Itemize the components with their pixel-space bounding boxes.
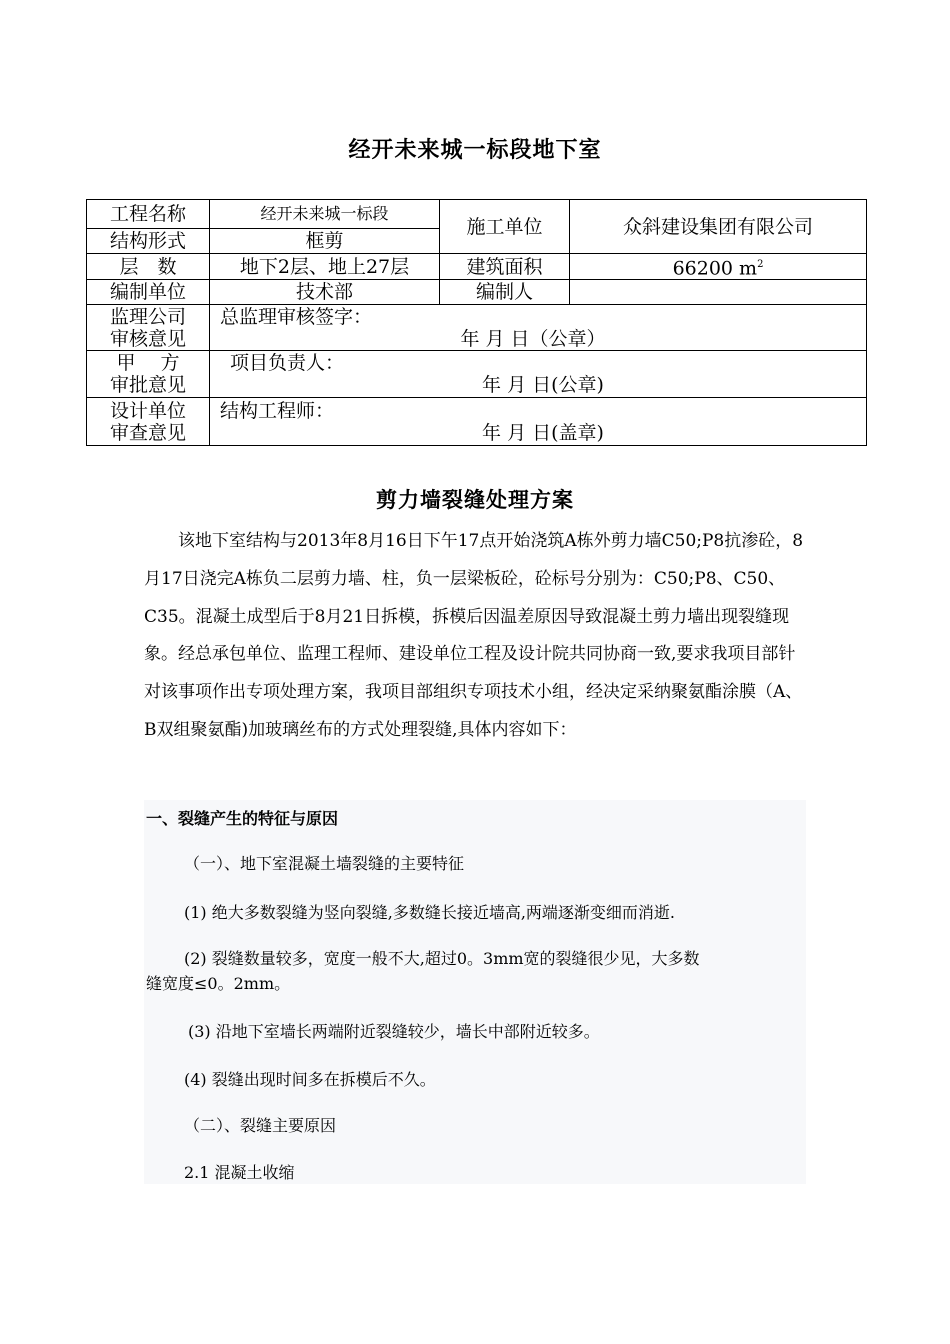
supervision-date-seal: 年 月 日（公章） [460, 327, 606, 350]
value-structure-type: 框剪 [210, 229, 440, 254]
design-signature-cell [210, 398, 867, 446]
subheading-main-causes: （二）、裂缝主要原因 [184, 1116, 337, 1135]
label-owner-approval [87, 351, 210, 398]
label-supervision-line1: 监理公司 [109, 305, 186, 328]
value-project-name: 经开未来城一标段 [210, 200, 440, 229]
feature-item-4: (4) 裂缝出现时间多在拆模后不久。 [184, 1070, 436, 1089]
feature-item-1: (1) 绝大多数裂缝为竖向裂缝,多数缝长接近墙高,两端逐渐变细而消逝. [184, 903, 676, 922]
label-design-review [87, 398, 210, 446]
supervision-signature-cell [210, 305, 867, 351]
area-unit-superscript: 2 [757, 259, 764, 270]
project-info-table [86, 199, 867, 446]
label-design-line1: 设计单位 [109, 399, 186, 422]
document-title: 经开未来城一标段地下室 [348, 138, 602, 163]
value-building-area: 66200 m [672, 257, 758, 280]
label-building-area: 建筑面积 [440, 254, 570, 280]
label-compiling-unit: 编制单位 [87, 280, 210, 305]
design-sign-prompt: 结构工程师： [220, 399, 335, 422]
label-structure-type: 结构形式 [87, 229, 210, 254]
value-compiler [570, 280, 867, 305]
design-date-seal: 年 月 日(盖章) [482, 421, 604, 444]
cause-item-shrinkage: 2.1 混凝土收缩 [184, 1163, 295, 1182]
section-title: 剪力墙裂缝处理方案 [376, 488, 574, 512]
value-compiling-unit: 技术部 [210, 280, 440, 305]
label-compiler: 编制人 [440, 280, 570, 305]
owner-signature-cell [210, 351, 867, 398]
value-floors: 地下2层、地上27层 [210, 254, 440, 280]
intro-paragraph [144, 523, 812, 750]
value-contractor: 众斜建设集团有限公司 [570, 200, 867, 254]
intro-text: 该地下室结构与2013年8月16日下午17点开始浇筑A栋外剪力墙C50;P8抗渗砼，8月17日浇完A栋负二层剪力墙、柱，负一层梁板砼，砼标号分别为：C50;P8、C50、C35。混凝土成型后于8月21日拆模，拆模后因温差原因导致混凝土剪力墙出现裂缝现象。经总承包单位、监理工程师、建设单位工程及设计院共同协商一致,要求我项目部针对该事项作出专项处理方案，我项目部组织专项技术小组，经决定采纳聚氨酯涂膜（A、B双组聚氨酯)加玻璃丝布的方式处理裂缝,具体内容如下： [144, 531, 804, 740]
supervision-sign-prompt: 总监理审核签字： [220, 305, 373, 328]
label-contractor: 施工单位 [440, 200, 570, 254]
feature-item-2-continued: 缝宽度≤0。2mm。 [146, 974, 291, 993]
owner-date-seal: 年 月 日(公章) [482, 374, 604, 397]
heading-crack-features-causes: 一、裂缝产生的特征与原因 [146, 809, 339, 828]
label-floors: 层 数 [87, 254, 210, 280]
label-owner-line2: 审批意见 [109, 374, 186, 397]
subheading-main-features: （一）、地下室混凝土墙裂缝的主要特征 [184, 854, 465, 873]
feature-item-2: (2) 裂缝数量较多，宽度一般不大,超过0。3mm宽的裂缝很少见，大多数 [184, 949, 700, 968]
label-owner-line1: 甲 方 [116, 352, 180, 375]
feature-item-3: (3) 沿地下室墙长两端附近裂缝较少，墙长中部附近较多。 [188, 1022, 600, 1041]
label-project-name: 工程名称 [87, 200, 210, 229]
value-building-area-cell [570, 254, 867, 280]
label-supervision-review [87, 305, 210, 351]
label-design-line2: 审查意见 [109, 421, 186, 444]
label-supervision-line2: 审核意见 [109, 327, 186, 350]
owner-sign-prompt: 项目负责人： [230, 352, 345, 375]
